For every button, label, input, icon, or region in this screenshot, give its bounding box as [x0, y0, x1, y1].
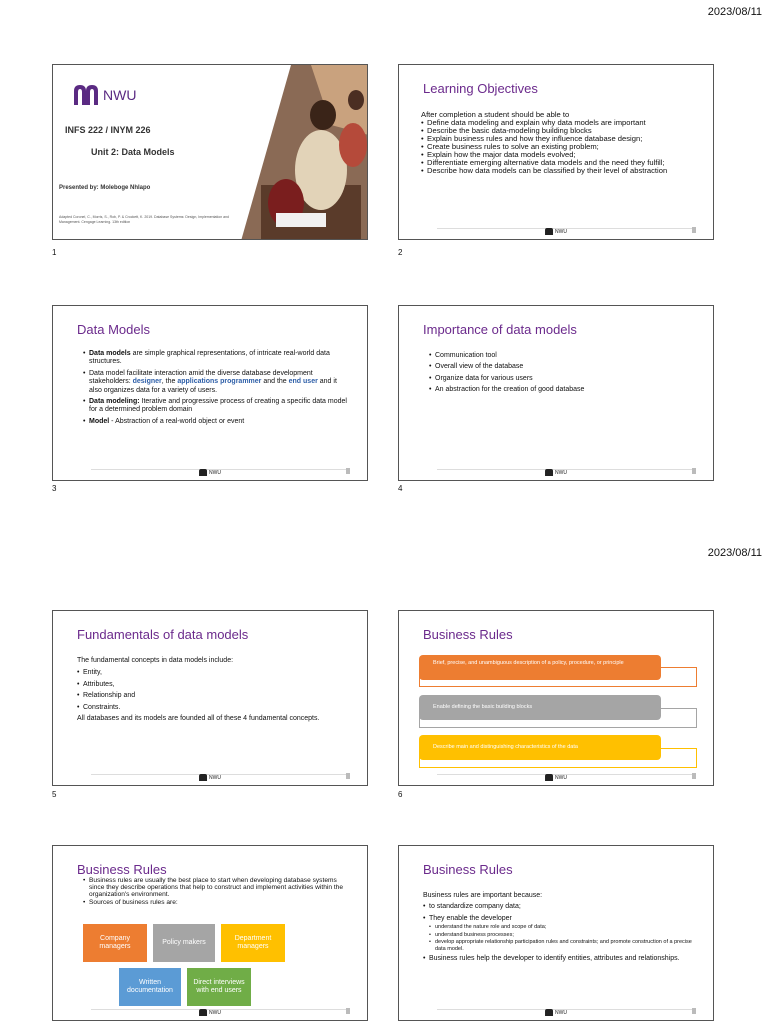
footer-logo: NWU	[199, 469, 221, 476]
list-item: • Overall view of the database	[429, 363, 695, 371]
list-item: • Define data modeling and explain why data models are important	[421, 119, 695, 127]
intro-text: Business rules are important because:	[423, 892, 543, 899]
rule-box: Describe main and distinguishing characteristics of the data	[419, 735, 661, 760]
footer-logo: NWU	[545, 1009, 567, 1016]
bullet-list	[77, 878, 349, 907]
nwu-logo-icon	[199, 469, 207, 476]
speaker-icon[interactable]	[692, 1008, 703, 1014]
slide-7	[52, 845, 368, 1021]
list-item: • to standardize company data;	[423, 903, 695, 911]
slide-8	[398, 845, 714, 1021]
slide-number: 6	[398, 790, 403, 799]
slide-number: 4	[398, 484, 403, 493]
rule-box: Enable defining the basic building blocks	[419, 695, 661, 720]
footer-logo: NWU	[545, 469, 567, 476]
footer-logo: NWU	[545, 774, 567, 781]
slide-title: Business Rules	[423, 627, 513, 642]
rule-box: Brief, precise, and unambiguous description of a policy, procedure, or principle	[419, 655, 661, 680]
nwu-logo-icon	[73, 83, 99, 107]
list-item: • Constraints.	[77, 704, 349, 712]
list-item: • Create business rules to solve an existing problem;	[421, 143, 695, 151]
list-item: • They enable the developer	[423, 915, 695, 923]
list-item: • Business rules are usually the best place to start when developing database systems since they describe operations that help to construct and implement activities within the organization's environment.	[83, 878, 349, 899]
speaker-icon[interactable]	[346, 468, 357, 474]
footer-logo: NWU	[199, 1009, 221, 1016]
slide-title: Learning Objectives	[423, 81, 538, 96]
nwu-logo-icon	[545, 774, 553, 781]
list-item: • Communication tool	[429, 352, 695, 360]
slide-4	[398, 305, 714, 481]
list-item: • Attributes,	[77, 681, 349, 689]
slide-title: Business Rules	[77, 862, 167, 877]
students-photo	[241, 65, 368, 240]
source-box: Policy makers	[153, 924, 215, 962]
list-item: • Relationship and	[77, 692, 349, 700]
outro-text: All databases and its models are founded all of these 4 fundamental concepts.	[77, 714, 320, 722]
objectives-list	[421, 119, 695, 175]
slide-title: Data Models	[77, 322, 150, 337]
nwu-logo-icon	[545, 1009, 553, 1016]
list-item: • Data model facilitate interaction amid the diverse database development stakeholders: designer, the applications programmer and the end user and it also organizes data for a variety of users.	[83, 370, 349, 395]
slide-number: 5	[52, 790, 57, 799]
bullet-list	[423, 903, 695, 963]
unit-title: Unit 2: Data Models	[91, 147, 175, 157]
slide-number: 2	[398, 248, 403, 257]
speaker-icon[interactable]	[692, 773, 703, 779]
nwu-logo-icon	[199, 774, 207, 781]
slide-number: 1	[52, 248, 57, 257]
nwu-logo-icon	[199, 1009, 207, 1016]
citation: Adapted Coronel, C., Morris, S., Rob, P. & Crockett, K. 2019. Database Systems: Design, Implementation and Management. Cengage Learning. 13th edition	[59, 215, 229, 224]
nwu-logo	[73, 83, 136, 107]
slide-2	[398, 64, 714, 240]
speaker-icon[interactable]	[692, 468, 703, 474]
slide-title: Fundamentals of data models	[77, 627, 249, 642]
list-item: • Explain how the major data models evolved;	[421, 151, 695, 159]
sub-list-item: • understand the nature role and scope of data;	[423, 924, 695, 931]
source-box: Written documentation	[119, 968, 181, 1006]
list-item: • Data models are simple graphical representations, of intricate real-world data structures.	[83, 350, 349, 367]
list-item: • Differentiate emerging alternative data models and the need they fulfill;	[421, 159, 695, 167]
intro-text: The fundamental concepts in data models include:	[77, 657, 234, 664]
list-item: • Model - Abstraction of a real-world object or event	[83, 418, 349, 426]
slide-6	[398, 610, 714, 786]
nwu-logo-icon	[545, 228, 553, 235]
sub-list-item: • develop appropriate relationship participation rules and constraints; and promote construction of a precise data model.	[423, 939, 695, 952]
list-item: • Describe the basic data-modeling building blocks	[421, 127, 695, 135]
source-box: Direct interviews with end users	[187, 968, 251, 1006]
list-item: • Entity,	[77, 669, 349, 677]
source-box: Department managers	[221, 924, 285, 962]
nwu-logo-icon	[545, 469, 553, 476]
list-item: • Data modeling: Iterative and progressive process of creating a specific data model for a determined problem domain	[83, 398, 349, 415]
course-code: INFS 222 / INYM 226	[65, 125, 151, 135]
list-item: • Organize data for various users	[429, 375, 695, 383]
speaker-icon[interactable]	[346, 773, 357, 779]
list-item: • Explain business rules and how they influence database design;	[421, 135, 695, 143]
list-item: • Describe how data models can be classified by their level of abstraction	[421, 167, 695, 175]
speaker-icon[interactable]	[692, 227, 703, 233]
slide-3	[52, 305, 368, 481]
source-box: Company managers	[83, 924, 147, 962]
bullet-list	[77, 350, 349, 426]
list-item: • Business rules help the developer to identify entities, attributes and relationships.	[423, 955, 695, 963]
slide-5	[52, 610, 368, 786]
slide-1	[52, 64, 368, 240]
slide-title: Business Rules	[423, 862, 513, 877]
list-item: • An abstraction for the creation of good database	[429, 386, 695, 394]
intro-text: After completion a student should be able to	[421, 110, 570, 119]
speaker-icon[interactable]	[346, 1008, 357, 1014]
list-item: • Sources of business rules are:	[83, 900, 349, 907]
print-date: 2023/08/11	[707, 547, 762, 559]
presenter: Presented by: Moleboge Nhlapo	[59, 185, 151, 191]
footer-logo: NWU	[545, 228, 567, 235]
slide-number: 3	[52, 484, 57, 493]
print-date: 2023/08/11	[707, 6, 762, 18]
slide-title: Importance of data models	[423, 322, 577, 337]
sub-list-item: • understand business processes;	[423, 932, 695, 939]
footer-logo: NWU	[199, 774, 221, 781]
logo-text: NWU	[103, 87, 137, 103]
bullet-list	[77, 669, 349, 712]
bullet-list	[423, 352, 695, 395]
